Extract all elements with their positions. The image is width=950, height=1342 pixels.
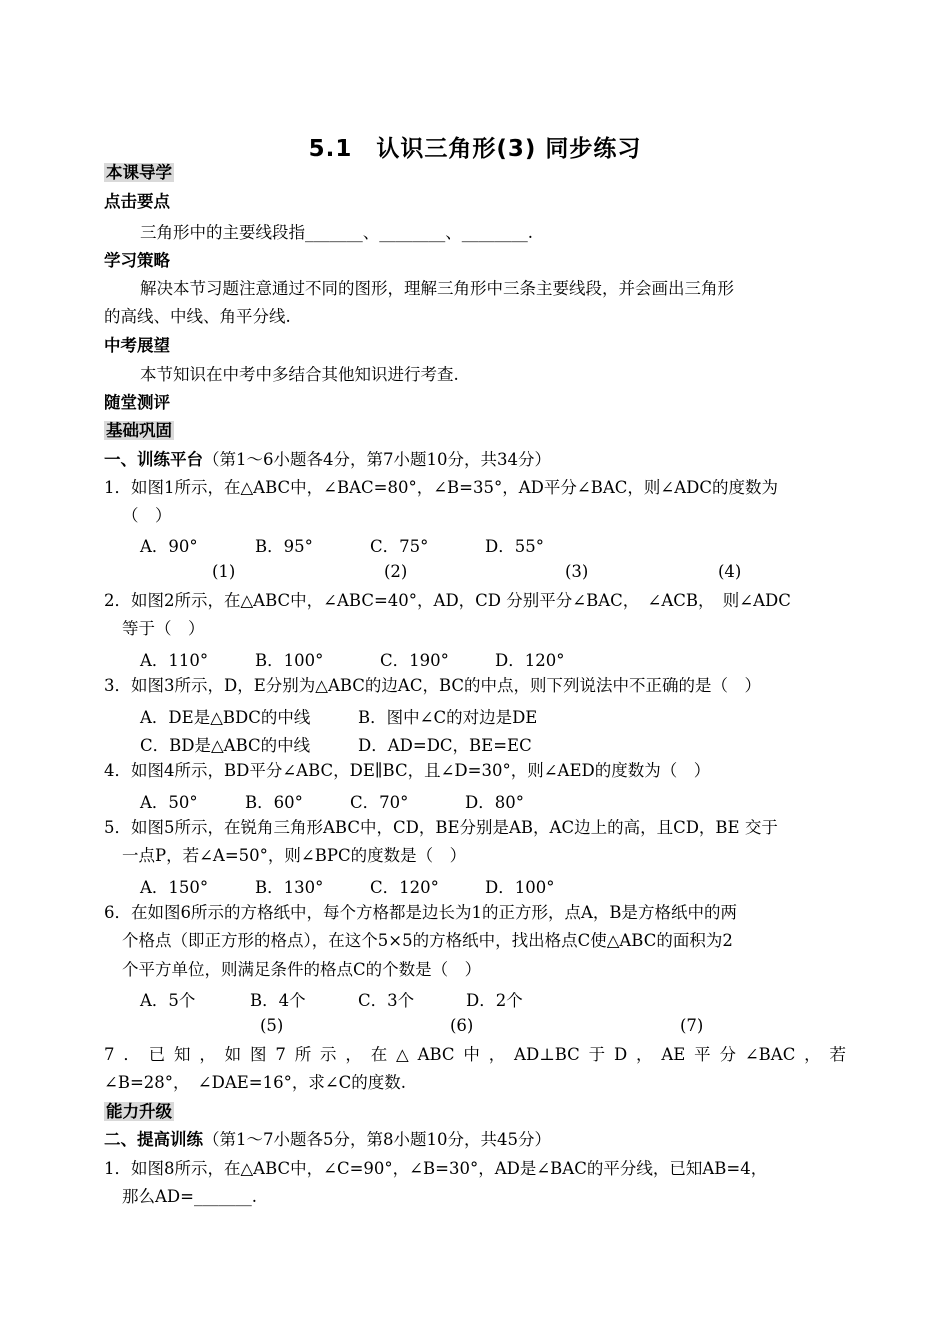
q2-option-d: D．120° [495, 651, 565, 670]
figure-label-5: (5) [260, 1016, 284, 1035]
q4-option-a: A．50° [140, 793, 198, 812]
exam-heading: 中考展望 [104, 336, 170, 355]
q1-option-b: B．95° [255, 537, 313, 556]
p2q1-stem-line-2: 那么AD=_______. [122, 1187, 257, 1206]
basic-heading: 基础巩固 [106, 421, 172, 440]
q2-option-b: B．100° [255, 651, 324, 670]
points-text: 三角形中的主要线段指_______、________、________. [140, 223, 533, 242]
q7-stem-line-2: ∠B=28°， ∠DAE=16°，求∠C的度数. [104, 1073, 407, 1092]
q2-stem-line-2: 等于（ ） [122, 619, 205, 638]
q6-stem-line-1: 6．在如图6所示的方格纸中，每个方格都是边长为1的正方形，点A，B是方格纸中的两 [104, 903, 738, 922]
q4-option-c: C．70° [350, 793, 409, 812]
page-title: 5.1 认识三角形(3) 同步练习 [308, 136, 642, 162]
q1-stem-line-1: 1．如图1所示，在△ABC中，∠BAC=80°，∠B=35°，AD平分∠BAC，则∠ADC的度数为 [104, 478, 778, 497]
part2-header [104, 1129, 551, 1151]
section-ability [104, 1101, 174, 1123]
figure-label-3: (3) [565, 562, 589, 581]
q1-option-d: D．55° [485, 537, 544, 556]
q3-option-c: C．BD是△ABC的中线 [140, 736, 311, 755]
q3-option-a: A．DE是△BDC的中线 [140, 708, 311, 727]
section-basic [104, 420, 174, 442]
q6-stem-line-2: 个格点（即正方形的格点），在这个5×5的方格纸中，找出格点C使△ABC的面积为2 [122, 931, 733, 950]
part2-note: （第1～7小题各5分，第8小题10分，共45分） [203, 1130, 551, 1149]
figure-label-4: (4) [718, 562, 742, 581]
points-heading: 点击要点 [104, 192, 170, 211]
q4-option-b: B．60° [245, 793, 303, 812]
ability-heading: 能力升级 [106, 1102, 172, 1121]
q4-option-d: D．80° [465, 793, 524, 812]
q1-option-a: A．90° [140, 537, 198, 556]
q7-stem-line-1: 7．已知，如图7所示，在△ABC中，AD⊥BC于D，AE平分∠BAC，若 [104, 1045, 846, 1064]
q3-stem: 3．如图3所示，D，E分别为△ABC的边AC，BC的中点，则下列说法中不正确的是（ ） [104, 676, 762, 695]
guide-heading: 本课导学 [106, 163, 172, 182]
figure-label-2: (2) [384, 562, 408, 581]
q2-option-c: C．190° [380, 651, 449, 670]
p2q1-stem-line-1: 1．如图8所示，在△ABC中，∠C=90°，∠B=30°，AD是∠BAC的平分线，已知AB=4， [104, 1159, 768, 1178]
q5-option-a: A．150° [140, 878, 209, 897]
q2-stem-line-1: 2．如图2所示，在△ABC中，∠ABC=40°，AD，CD 分别平分∠BAC， ∠ACB， 则∠ADC [104, 591, 791, 610]
part1-title: 一、训练平台 [104, 450, 203, 469]
figure-label-7: (7) [680, 1016, 704, 1035]
section-guide [104, 162, 174, 184]
q1-stem-line-2: （ ） [122, 506, 172, 525]
q6-stem-line-3: 个平方单位，则满足条件的格点C的个数是（ ） [122, 960, 482, 979]
part1-note: （第1～6小题各4分，第7小题10分，共34分） [203, 450, 551, 469]
figure-label-1: (1) [212, 562, 236, 581]
q6-option-a: A．5个 [140, 991, 196, 1010]
figure-label-6: (6) [450, 1016, 474, 1035]
q2-option-a: A．110° [140, 651, 209, 670]
part2-title: 二、提高训练 [104, 1130, 203, 1149]
part1-header [104, 449, 551, 471]
q3-option-d: D．AD=DC，BE=EC [358, 736, 532, 755]
q5-stem-line-1: 5．如图5所示，在锐角三角形ABC中，CD，BE分别是AB，AC边上的高，且CD，BE 交于 [104, 818, 778, 837]
strategy-line-2: 的高线、中线、角平分线. [104, 307, 291, 326]
q6-option-c: C．3个 [358, 991, 415, 1010]
strategy-line-1: 解决本节习题注意通过不同的图形，理解三角形中三条主要线段，并会画出三角形 [140, 279, 734, 298]
test-heading: 随堂测评 [104, 393, 170, 412]
q5-option-d: D．100° [485, 878, 555, 897]
q5-stem-line-2: 一点P，若∠A=50°，则∠BPC的度数是（ ） [122, 846, 467, 865]
exam-text: 本节知识在中考中多结合其他知识进行考查. [140, 365, 459, 384]
q5-option-c: C．120° [370, 878, 439, 897]
q1-option-c: C．75° [370, 537, 429, 556]
strategy-heading: 学习策略 [104, 251, 170, 270]
q4-stem: 4．如图4所示，BD平分∠ABC，DE∥BC，且∠D=30°，则∠AED的度数为（ ） [104, 761, 711, 780]
q5-option-b: B．130° [255, 878, 324, 897]
q3-option-b: B．图中∠C的对边是DE [358, 708, 538, 727]
q6-option-d: D．2个 [466, 991, 523, 1010]
q6-option-b: B．4个 [250, 991, 306, 1010]
